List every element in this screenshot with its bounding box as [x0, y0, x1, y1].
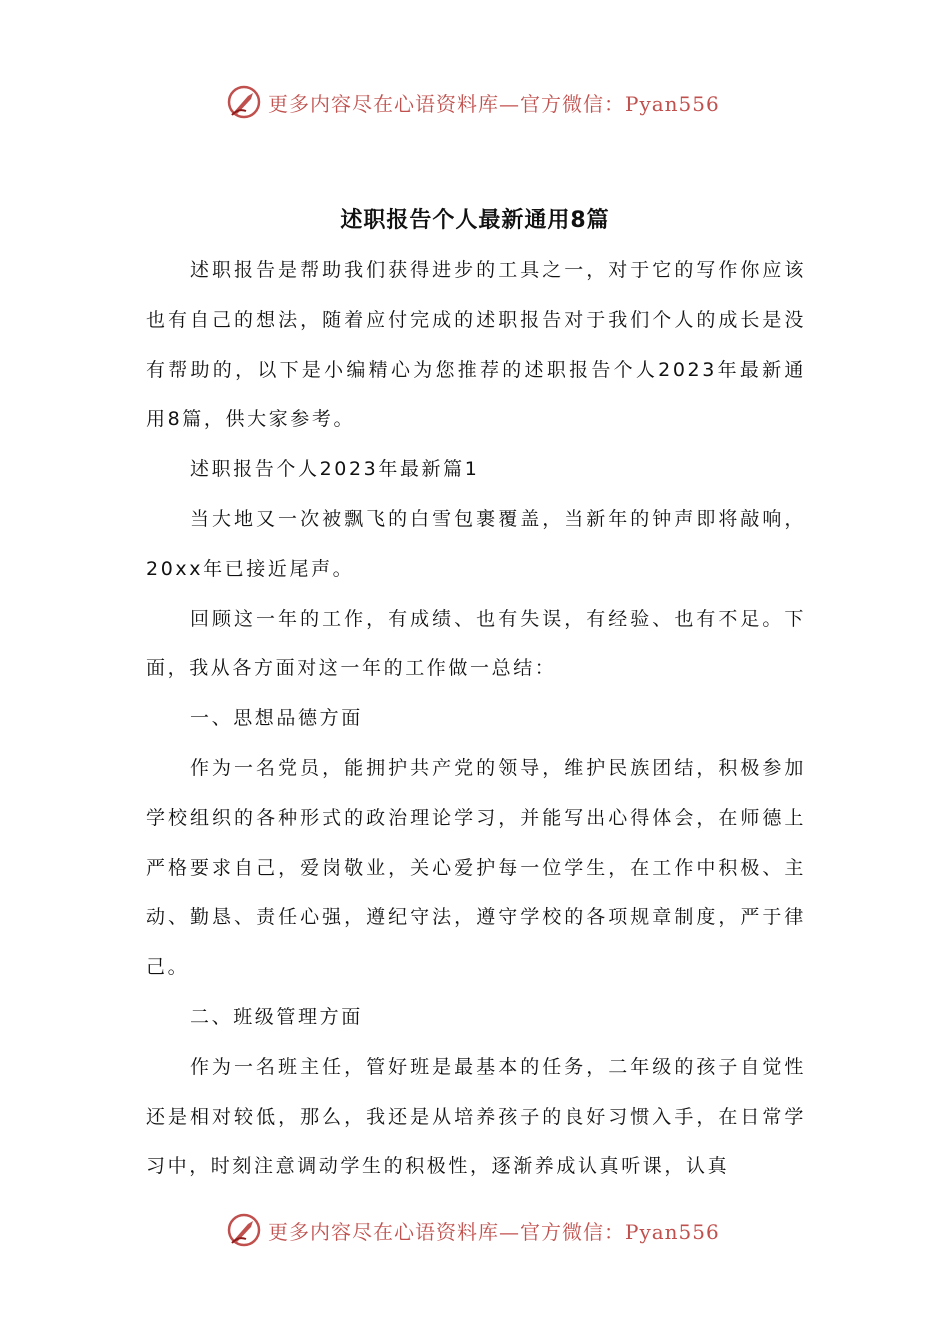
- footer-watermark-banner: [226, 1210, 746, 1250]
- section-heading: 述职报告个人2023年最新篇1: [190, 458, 480, 481]
- pen-nib-logo-icon: [226, 1212, 262, 1248]
- subsection-heading: 一、思想品德方面: [190, 707, 363, 730]
- watermark-text: 更多内容尽在心语资料库—官方微信：Pyan556: [268, 1219, 720, 1244]
- subsection-heading: 二、班级管理方面: [190, 1005, 363, 1028]
- body-paragraph: 当大地又一次被飘飞的白雪包裹覆盖，当新年的钟声即将敲响，20xx年已接近尾声。: [146, 507, 806, 580]
- intro-paragraph: 述职报告是帮助我们获得进步的工具之一，对于它的写作你应该也有自己的想法，随着应付完成的述职报告对于我们个人的成长是没有帮助的，以下是小编精心为您推荐的述职报告个人2023年最新通用8篇，供大家参考。: [146, 259, 806, 431]
- watermark-text: 更多内容尽在心语资料库—官方微信：Pyan556: [268, 91, 720, 116]
- body-paragraph: 作为一名班主任，管好班是最基本的任务，二年级的孩子自觉性还是相对较低，那么，我还是从培养孩子的良好习惯入手，在日常学习中，时刻注意调动学生的积极性，逐渐养成认真听课，认真: [146, 1055, 806, 1178]
- pen-nib-logo-icon: [226, 84, 262, 120]
- body-paragraph: 作为一名党员，能拥护共产党的领导，维护民族团结，积极参加学校组织的各种形式的政治理论学习，并能写出心得体会，在师德上严格要求自己，爱岗敬业，关心爱护每一位学生，在工作中积极、主动、勤恳、责任心强，遵纪守法，遵守学校的各项规章制度，严于律己。: [146, 756, 806, 979]
- document-title: 述职报告个人最新通用8篇: [340, 208, 610, 233]
- document-body: [146, 246, 806, 1192]
- header-watermark-banner: [226, 82, 746, 122]
- body-paragraph: 回顾这一年的工作，有成绩、也有失误，有经验、也有不足。下面，我从各方面对这一年的工作做一总结：: [146, 607, 806, 680]
